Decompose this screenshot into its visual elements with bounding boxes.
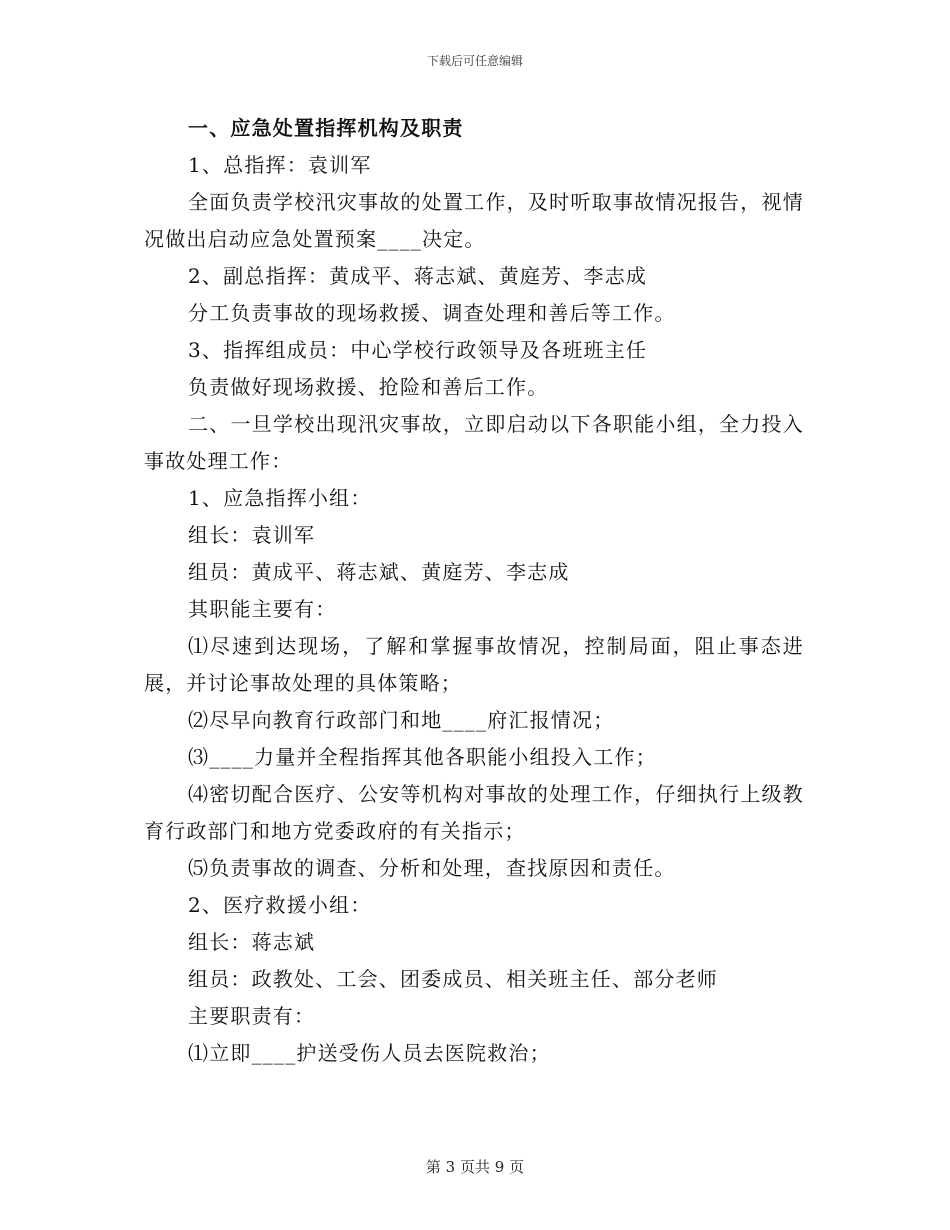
paragraph: 2、副总指挥：黄成平、蒋志斌、黄庭芳、李志成 [188, 264, 648, 288]
paragraph: ⑴尽速到达现场，了解和掌握事故情况，控制局面，阻止事态进展，并讨论事故处理的具体策略； [144, 634, 804, 695]
paragraph: 2、医疗救援小组： [188, 893, 372, 917]
paragraph: 组长：袁训军 [188, 523, 316, 547]
paragraph: 二、一旦学校出现汛灾事故，立即启动以下各职能小组，全力投入事故处理工作： [144, 412, 804, 473]
paragraph: 1、总指挥：袁训军 [188, 153, 372, 177]
paragraph: 组员：政教处、工会、团委成员、相关班主任、部分老师 [188, 967, 718, 991]
paragraph: 组长：蒋志斌 [188, 930, 316, 954]
paragraph: 全面负责学校汛灾事故的处置工作，及时听取事故情况报告，视情况做出启动应急处置预案____决定。 [144, 190, 804, 251]
page-footer: 第 3 页共 9 页 [425, 1158, 525, 1176]
paragraph: ⑸负责事故的调查、分析和处理，查找原因和责任。 [188, 856, 676, 880]
paragraph: 分工负责事故的现场救援、调查处理和善后等工作。 [188, 301, 676, 325]
paragraph: 其职能主要有： [188, 597, 337, 621]
paragraph: 1、应急指挥小组： [188, 486, 372, 510]
page-header: 下载后可任意编辑 [426, 54, 523, 68]
paragraph: 负责做好现场救援、抢险和善后工作。 [188, 375, 549, 399]
paragraph: 3、指挥组成员：中心学校行政领导及各班班主任 [188, 338, 648, 362]
paragraph: ⑴立即____护送受伤人员去医院救治； [188, 1041, 551, 1065]
paragraph: 主要职责有： [188, 1004, 316, 1028]
document-body [144, 110, 804, 1072]
section-heading: 一、应急处置指挥机构及职责 [188, 116, 464, 140]
paragraph: 组员：黄成平、蒋志斌、黄庭芳、李志成 [188, 560, 570, 584]
paragraph: ⑷密切配合医疗、公安等机构对事故的处理工作，仔细执行上级教育行政部门和地方党委政府的有关指示； [144, 782, 804, 843]
paragraph: ⑵尽早向教育行政部门和地____府汇报情况； [188, 708, 615, 732]
paragraph: ⑶____力量并全程指挥其他各职能小组投入工作； [188, 745, 657, 769]
